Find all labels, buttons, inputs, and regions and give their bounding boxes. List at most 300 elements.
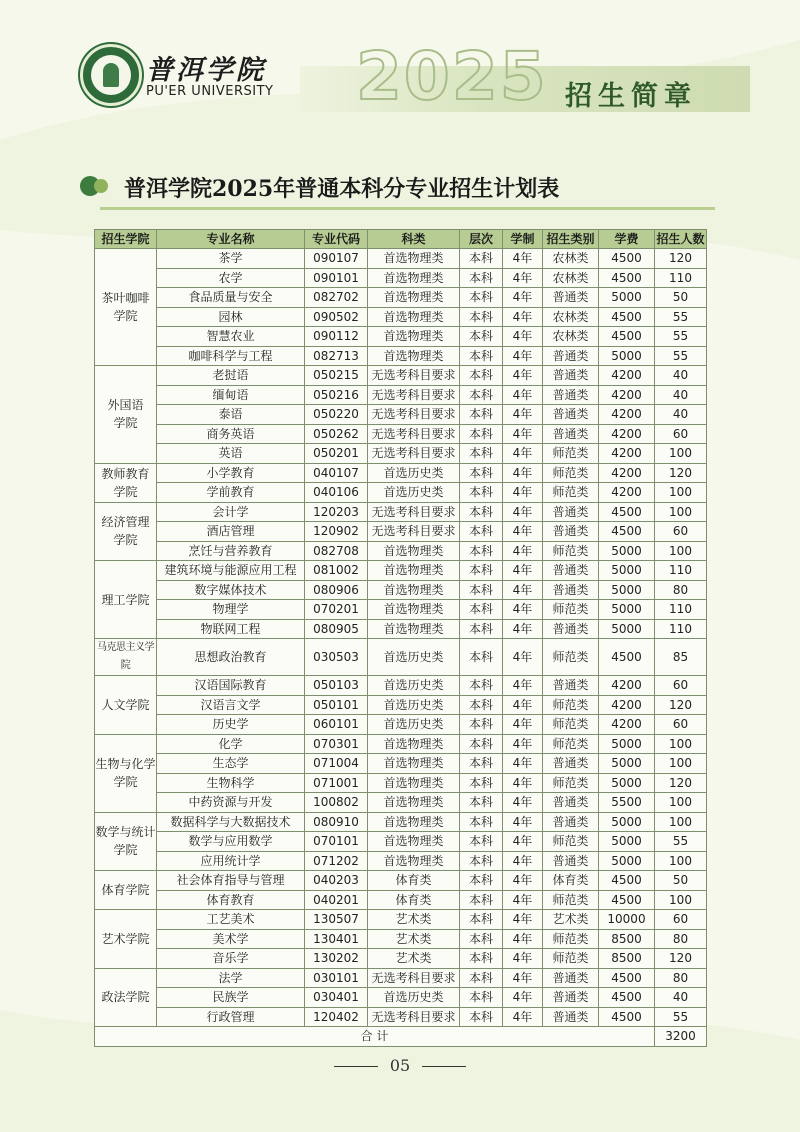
major-cell: 商务英语: [157, 424, 305, 444]
university-logo: [80, 44, 142, 106]
years-cell: 4年: [503, 949, 543, 969]
college-cell: 政法学院: [95, 968, 157, 1027]
level-cell: 本科: [460, 307, 503, 327]
major-cell: 农学: [157, 268, 305, 288]
year-watermark: 2025: [356, 38, 548, 115]
major-cell: 美术学: [157, 929, 305, 949]
quota-cell: 40: [655, 366, 707, 386]
code-cell: 130401: [305, 929, 368, 949]
table-row: [95, 734, 707, 754]
quota-cell: 55: [655, 346, 707, 366]
major-cell: 物理学: [157, 600, 305, 620]
major-cell: 食品质量与安全: [157, 288, 305, 308]
quota-cell: 50: [655, 288, 707, 308]
college-cell: 艺术学院: [95, 910, 157, 969]
code-cell: 071001: [305, 773, 368, 793]
years-cell: 4年: [503, 405, 543, 425]
fee-cell: 4500: [599, 871, 655, 891]
subject-cell: 首选物理类: [368, 307, 460, 327]
table-row: [95, 561, 707, 581]
quota-cell: 80: [655, 580, 707, 600]
quota-cell: 60: [655, 676, 707, 696]
fee-cell: 8500: [599, 949, 655, 969]
page-number: 05: [389, 1056, 411, 1075]
years-cell: 4年: [503, 327, 543, 347]
major-cell: 化学: [157, 734, 305, 754]
table-row: [95, 676, 707, 696]
subject-cell: 首选物理类: [368, 832, 460, 852]
category-cell: 师范类: [543, 832, 599, 852]
college-cell: 茶叶咖啡 学院: [95, 249, 157, 366]
subject-cell: 无选考科目要求: [368, 502, 460, 522]
code-cell: 030101: [305, 968, 368, 988]
quota-cell: 100: [655, 812, 707, 832]
years-cell: 4年: [503, 346, 543, 366]
subject-cell: 无选考科目要求: [368, 968, 460, 988]
table-row: [95, 968, 707, 988]
code-cell: 070101: [305, 832, 368, 852]
level-cell: 本科: [460, 502, 503, 522]
category-cell: 普通类: [543, 405, 599, 425]
subject-cell: 体育类: [368, 871, 460, 891]
table-row: [95, 832, 707, 852]
level-cell: 本科: [460, 988, 503, 1008]
table-row: [95, 949, 707, 969]
category-cell: 普通类: [543, 968, 599, 988]
major-cell: 数据科学与大数据技术: [157, 812, 305, 832]
fee-cell: 4200: [599, 444, 655, 464]
level-cell: 本科: [460, 405, 503, 425]
column-header: 招生类别: [543, 230, 599, 249]
code-cell: 130507: [305, 910, 368, 930]
quota-cell: 55: [655, 307, 707, 327]
major-cell: 学前教育: [157, 483, 305, 503]
major-cell: 酒店管理: [157, 522, 305, 542]
subject-cell: 首选物理类: [368, 754, 460, 774]
code-cell: 090107: [305, 249, 368, 269]
fee-cell: 4200: [599, 366, 655, 386]
subject-cell: 首选物理类: [368, 327, 460, 347]
quota-cell: 60: [655, 522, 707, 542]
table-row: [95, 502, 707, 522]
years-cell: 4年: [503, 366, 543, 386]
fee-cell: 5000: [599, 288, 655, 308]
years-cell: 4年: [503, 890, 543, 910]
column-header: 招生学院: [95, 230, 157, 249]
years-cell: 4年: [503, 793, 543, 813]
fee-cell: 5000: [599, 346, 655, 366]
years-cell: 4年: [503, 929, 543, 949]
fee-cell: 4200: [599, 463, 655, 483]
table-row: [95, 639, 707, 676]
major-cell: 烹饪与营养教育: [157, 541, 305, 561]
code-cell: 081002: [305, 561, 368, 581]
major-cell: 咖啡科学与工程: [157, 346, 305, 366]
category-cell: 普通类: [543, 676, 599, 696]
years-cell: 4年: [503, 522, 543, 542]
code-cell: 090502: [305, 307, 368, 327]
level-cell: 本科: [460, 288, 503, 308]
table-row: [95, 424, 707, 444]
total-value: 3200: [655, 1027, 707, 1047]
level-cell: 本科: [460, 463, 503, 483]
subject-cell: 艺术类: [368, 949, 460, 969]
major-cell: 泰语: [157, 405, 305, 425]
level-cell: 本科: [460, 268, 503, 288]
level-cell: 本科: [460, 734, 503, 754]
category-cell: 普通类: [543, 851, 599, 871]
code-cell: 090112: [305, 327, 368, 347]
code-cell: 050215: [305, 366, 368, 386]
code-cell: 082708: [305, 541, 368, 561]
table-row: [95, 988, 707, 1008]
quota-cell: 100: [655, 754, 707, 774]
subject-cell: 首选物理类: [368, 851, 460, 871]
footer-dash-left: [334, 1066, 378, 1067]
code-cell: 030503: [305, 639, 368, 676]
subject-cell: 艺术类: [368, 910, 460, 930]
code-cell: 120902: [305, 522, 368, 542]
fee-cell: 4500: [599, 502, 655, 522]
category-cell: 普通类: [543, 619, 599, 639]
years-cell: 4年: [503, 851, 543, 871]
category-cell: 师范类: [543, 463, 599, 483]
code-cell: 130202: [305, 949, 368, 969]
major-cell: 汉语国际教育: [157, 676, 305, 696]
quota-cell: 110: [655, 600, 707, 620]
page-footer: [0, 1056, 800, 1075]
table-row: [95, 851, 707, 871]
quota-cell: 40: [655, 405, 707, 425]
subject-cell: 首选物理类: [368, 249, 460, 269]
level-cell: 本科: [460, 444, 503, 464]
fee-cell: 4500: [599, 268, 655, 288]
level-cell: 本科: [460, 424, 503, 444]
table-row: [95, 600, 707, 620]
quota-cell: 100: [655, 851, 707, 871]
code-cell: 071004: [305, 754, 368, 774]
code-cell: 120203: [305, 502, 368, 522]
fee-cell: 4200: [599, 715, 655, 735]
fee-cell: 5000: [599, 619, 655, 639]
college-cell: 生物与化学 学院: [95, 734, 157, 812]
years-cell: 4年: [503, 268, 543, 288]
years-cell: 4年: [503, 424, 543, 444]
enrollment-plan-table: [94, 229, 707, 1047]
code-cell: 050103: [305, 676, 368, 696]
years-cell: 4年: [503, 695, 543, 715]
code-cell: 040106: [305, 483, 368, 503]
fee-cell: 5000: [599, 734, 655, 754]
category-cell: 师范类: [543, 444, 599, 464]
years-cell: 4年: [503, 619, 543, 639]
years-cell: 4年: [503, 988, 543, 1008]
level-cell: 本科: [460, 890, 503, 910]
subject-cell: 首选历史类: [368, 988, 460, 1008]
table-row: [95, 522, 707, 542]
table-row: [95, 695, 707, 715]
college-cell: 人文学院: [95, 676, 157, 735]
level-cell: 本科: [460, 812, 503, 832]
subject-cell: 无选考科目要求: [368, 385, 460, 405]
code-cell: 050216: [305, 385, 368, 405]
school-name-cn: 普洱学院: [146, 55, 266, 86]
quota-cell: 100: [655, 444, 707, 464]
code-cell: 100802: [305, 793, 368, 813]
college-cell: 马克思主义学院: [95, 639, 157, 676]
column-header: 专业名称: [157, 230, 305, 249]
category-cell: 师范类: [543, 949, 599, 969]
college-cell: 体育学院: [95, 871, 157, 910]
quota-cell: 100: [655, 890, 707, 910]
subject-cell: 首选物理类: [368, 561, 460, 581]
fee-cell: 5000: [599, 561, 655, 581]
subject-cell: 首选物理类: [368, 600, 460, 620]
quota-cell: 100: [655, 793, 707, 813]
subject-cell: 首选历史类: [368, 483, 460, 503]
table-row: [95, 812, 707, 832]
subject-cell: 首选物理类: [368, 346, 460, 366]
table-row: [95, 327, 707, 347]
major-cell: 数字媒体技术: [157, 580, 305, 600]
years-cell: 4年: [503, 288, 543, 308]
quota-cell: 55: [655, 832, 707, 852]
fee-cell: 10000: [599, 910, 655, 930]
category-cell: 农林类: [543, 327, 599, 347]
quota-cell: 100: [655, 502, 707, 522]
level-cell: 本科: [460, 695, 503, 715]
major-cell: 物联网工程: [157, 619, 305, 639]
column-header: 专业代码: [305, 230, 368, 249]
brochure-label: 招生简章: [565, 81, 697, 112]
category-cell: 农林类: [543, 268, 599, 288]
level-cell: 本科: [460, 561, 503, 581]
title-underline: [100, 207, 715, 210]
code-cell: 040203: [305, 871, 368, 891]
subject-cell: 首选物理类: [368, 812, 460, 832]
quota-cell: 110: [655, 268, 707, 288]
category-cell: 普通类: [543, 522, 599, 542]
years-cell: 4年: [503, 639, 543, 676]
years-cell: 4年: [503, 1007, 543, 1027]
fee-cell: 5000: [599, 541, 655, 561]
subject-cell: 首选物理类: [368, 619, 460, 639]
quota-cell: 110: [655, 561, 707, 581]
table-row: [95, 715, 707, 735]
subject-cell: 首选历史类: [368, 695, 460, 715]
code-cell: 040107: [305, 463, 368, 483]
code-cell: 082713: [305, 346, 368, 366]
code-cell: 080910: [305, 812, 368, 832]
level-cell: 本科: [460, 385, 503, 405]
years-cell: 4年: [503, 483, 543, 503]
fee-cell: 4500: [599, 249, 655, 269]
code-cell: 120402: [305, 1007, 368, 1027]
code-cell: 080905: [305, 619, 368, 639]
subject-cell: 体育类: [368, 890, 460, 910]
table-row: [95, 268, 707, 288]
subject-cell: 艺术类: [368, 929, 460, 949]
category-cell: 师范类: [543, 890, 599, 910]
fee-cell: 4500: [599, 1007, 655, 1027]
level-cell: 本科: [460, 522, 503, 542]
subject-cell: 首选历史类: [368, 639, 460, 676]
category-cell: 普通类: [543, 424, 599, 444]
table-row: [95, 1007, 707, 1027]
level-cell: 本科: [460, 541, 503, 561]
subject-cell: 首选历史类: [368, 715, 460, 735]
quota-cell: 120: [655, 249, 707, 269]
level-cell: 本科: [460, 600, 503, 620]
years-cell: 4年: [503, 463, 543, 483]
years-cell: 4年: [503, 541, 543, 561]
major-cell: 生物科学: [157, 773, 305, 793]
table-row: [95, 619, 707, 639]
quota-cell: 60: [655, 424, 707, 444]
fee-cell: 4500: [599, 890, 655, 910]
level-cell: 本科: [460, 327, 503, 347]
category-cell: 普通类: [543, 1007, 599, 1027]
fee-cell: 4200: [599, 424, 655, 444]
fee-cell: 5000: [599, 851, 655, 871]
years-cell: 4年: [503, 734, 543, 754]
quota-cell: 60: [655, 910, 707, 930]
quota-cell: 40: [655, 988, 707, 1008]
quota-cell: 40: [655, 385, 707, 405]
major-cell: 法学: [157, 968, 305, 988]
years-cell: 4年: [503, 910, 543, 930]
quota-cell: 50: [655, 871, 707, 891]
category-cell: 普通类: [543, 346, 599, 366]
years-cell: 4年: [503, 968, 543, 988]
subject-cell: 首选物理类: [368, 541, 460, 561]
category-cell: 普通类: [543, 502, 599, 522]
fee-cell: 4200: [599, 483, 655, 503]
major-cell: 工艺美术: [157, 910, 305, 930]
major-cell: 建筑环境与能源应用工程: [157, 561, 305, 581]
years-cell: 4年: [503, 676, 543, 696]
quota-cell: 55: [655, 1007, 707, 1027]
major-cell: 老挝语: [157, 366, 305, 386]
quota-cell: 55: [655, 327, 707, 347]
table-row: [95, 754, 707, 774]
code-cell: 050262: [305, 424, 368, 444]
table-row: [95, 249, 707, 269]
college-cell: 教师教育 学院: [95, 463, 157, 502]
years-cell: 4年: [503, 249, 543, 269]
table-row: [95, 929, 707, 949]
table-row: [95, 366, 707, 386]
fee-cell: 4500: [599, 988, 655, 1008]
category-cell: 师范类: [543, 483, 599, 503]
table-row: [95, 910, 707, 930]
category-cell: 普通类: [543, 754, 599, 774]
table-row: [95, 773, 707, 793]
category-cell: 师范类: [543, 695, 599, 715]
table-row: [95, 385, 707, 405]
fee-cell: 4200: [599, 385, 655, 405]
college-cell: 理工学院: [95, 561, 157, 639]
category-cell: 农林类: [543, 249, 599, 269]
years-cell: 4年: [503, 812, 543, 832]
category-cell: 普通类: [543, 988, 599, 1008]
quota-cell: 85: [655, 639, 707, 676]
years-cell: 4年: [503, 871, 543, 891]
level-cell: 本科: [460, 871, 503, 891]
level-cell: 本科: [460, 715, 503, 735]
category-cell: 普通类: [543, 366, 599, 386]
level-cell: 本科: [460, 639, 503, 676]
major-cell: 音乐学: [157, 949, 305, 969]
column-header: 科类: [368, 230, 460, 249]
table-row: [95, 793, 707, 813]
table-row: [95, 483, 707, 503]
table-row: [95, 307, 707, 327]
years-cell: 4年: [503, 715, 543, 735]
major-cell: 思想政治教育: [157, 639, 305, 676]
code-cell: 060101: [305, 715, 368, 735]
level-cell: 本科: [460, 949, 503, 969]
major-cell: 生态学: [157, 754, 305, 774]
quota-cell: 110: [655, 619, 707, 639]
category-cell: 师范类: [543, 600, 599, 620]
table-row: [95, 463, 707, 483]
table-row: [95, 444, 707, 464]
quota-cell: 120: [655, 695, 707, 715]
quota-cell: 100: [655, 541, 707, 561]
major-cell: 园林: [157, 307, 305, 327]
fee-cell: 4200: [599, 676, 655, 696]
major-cell: 缅甸语: [157, 385, 305, 405]
table-header-row: [95, 230, 707, 249]
category-cell: 普通类: [543, 580, 599, 600]
quota-cell: 120: [655, 773, 707, 793]
major-cell: 智慧农业: [157, 327, 305, 347]
category-cell: 师范类: [543, 929, 599, 949]
code-cell: 071202: [305, 851, 368, 871]
level-cell: 本科: [460, 793, 503, 813]
level-cell: 本科: [460, 832, 503, 852]
level-cell: 本科: [460, 929, 503, 949]
column-header: 层次: [460, 230, 503, 249]
level-cell: 本科: [460, 968, 503, 988]
fee-cell: 4200: [599, 695, 655, 715]
years-cell: 4年: [503, 385, 543, 405]
fee-cell: 5500: [599, 793, 655, 813]
fee-cell: 4500: [599, 968, 655, 988]
fee-cell: 8500: [599, 929, 655, 949]
level-cell: 本科: [460, 754, 503, 774]
fee-cell: 5000: [599, 600, 655, 620]
years-cell: 4年: [503, 600, 543, 620]
major-cell: 民族学: [157, 988, 305, 1008]
table-row: [95, 871, 707, 891]
major-cell: 数学与应用数学: [157, 832, 305, 852]
major-cell: 小学教育: [157, 463, 305, 483]
total-row: [95, 1027, 707, 1047]
category-cell: 师范类: [543, 734, 599, 754]
years-cell: 4年: [503, 502, 543, 522]
major-cell: 体育教育: [157, 890, 305, 910]
subject-cell: 首选物理类: [368, 580, 460, 600]
level-cell: 本科: [460, 910, 503, 930]
fee-cell: 4500: [599, 522, 655, 542]
fee-cell: 5000: [599, 832, 655, 852]
fee-cell: 4200: [599, 405, 655, 425]
level-cell: 本科: [460, 773, 503, 793]
major-cell: 会计学: [157, 502, 305, 522]
level-cell: 本科: [460, 249, 503, 269]
